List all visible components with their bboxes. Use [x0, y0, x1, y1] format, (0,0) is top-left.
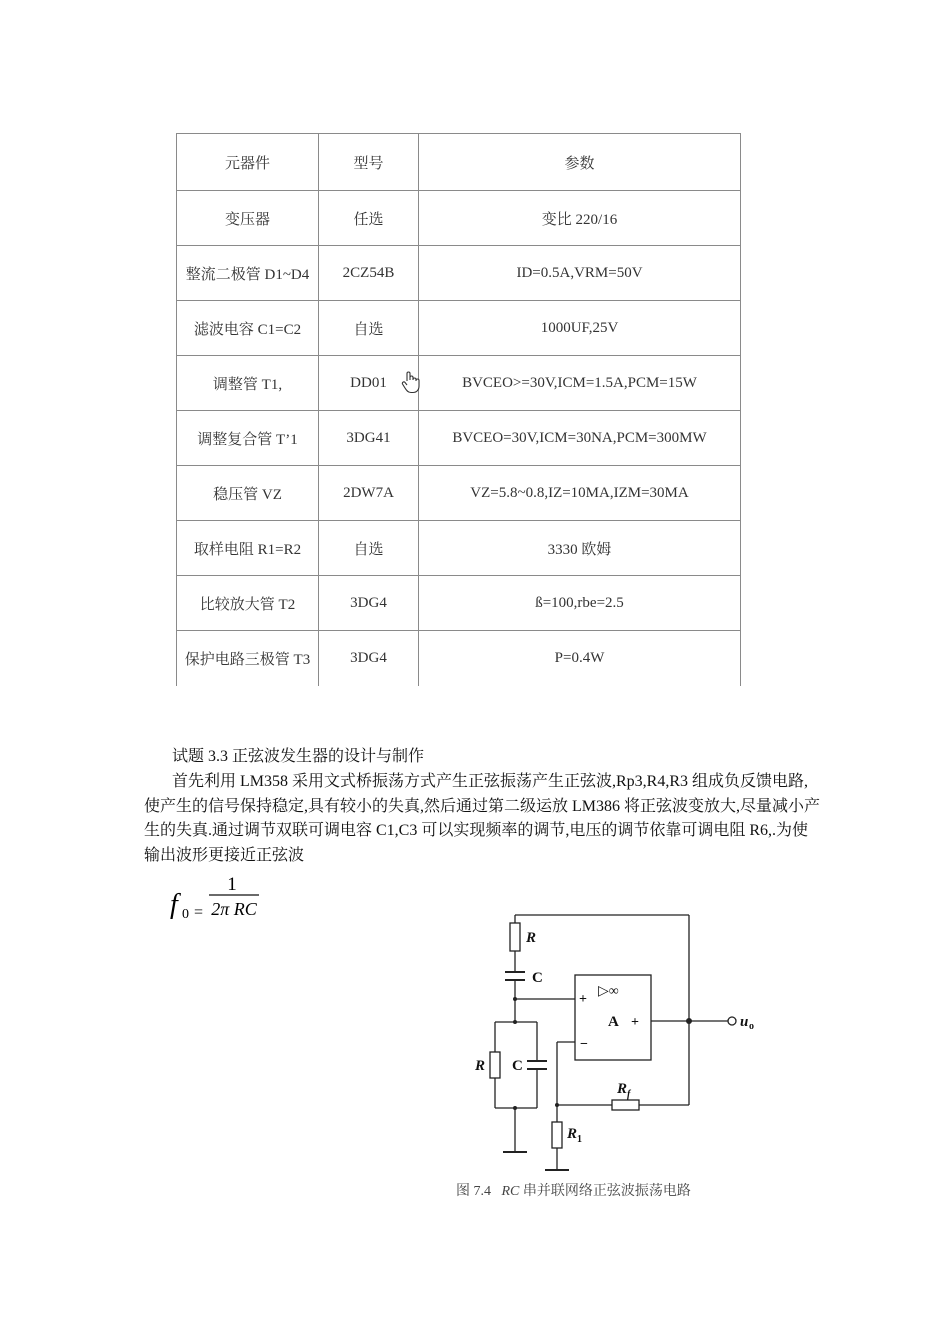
table-cell: 2DW7A [319, 466, 419, 521]
table-cell: P=0.4W [419, 631, 741, 686]
header-params: 参数 [419, 134, 741, 191]
label-r-top: R [526, 930, 537, 946]
table-cell: 变比 220/16 [419, 191, 741, 246]
table-cell: 调整复合管 T’1 [177, 411, 319, 466]
label-minus-input: − [580, 1037, 588, 1052]
table-cell: 3DG4 [319, 576, 419, 631]
caption-rc: RC [501, 1184, 520, 1199]
table-cell: 自选 [319, 521, 419, 576]
table-cell: BVCEO=30V,ICM=30NA,PCM=300MW [419, 411, 741, 466]
table-cell: 滤波电容 C1=C2 [177, 301, 319, 356]
table-cell: 取样电阻 R1=R2 [177, 521, 319, 576]
label-r1-sub: 1 [577, 1134, 582, 1145]
table-cell: 1000UF,25V [419, 301, 741, 356]
label-c-top: C [532, 970, 543, 986]
label-gain-a: A [608, 1014, 619, 1030]
table-row [177, 246, 741, 301]
caption-fig-number: 图 7.4 [456, 1184, 491, 1199]
component-table [176, 133, 741, 686]
hand-cursor-icon [400, 370, 422, 394]
frequency-formula [168, 874, 278, 924]
table-cell: 3DG41 [319, 411, 419, 466]
label-rf: R [617, 1081, 628, 1097]
table-cell: 3330 欧姆 [419, 521, 741, 576]
label-uo-sub: o [749, 1021, 754, 1032]
label-rf-sub: f [627, 1089, 631, 1100]
label-c-left: C [512, 1058, 523, 1074]
table-cell: 3DG4 [319, 631, 419, 686]
table-cell: 调整管 T1, [177, 356, 319, 411]
figure-caption [456, 1180, 691, 1200]
formula-numerator: 1 [227, 874, 237, 895]
table-cell: 整流二极管 D1~D4 [177, 246, 319, 301]
label-out-plus: + [631, 1015, 639, 1030]
table-row [177, 631, 741, 686]
table-cell: BVCEO>=30V,ICM=1.5A,PCM=15W [419, 356, 741, 411]
header-model: 型号 [319, 134, 419, 191]
formula-eq: = [194, 904, 204, 921]
table-cell: ß=100,rbe=2.5 [419, 576, 741, 631]
section-heading: 试题 3.3 正弦波发生器的设计与制作 [172, 748, 425, 765]
label-r-left: R [475, 1058, 486, 1074]
caption-text: 串并联网络正弦波振荡电路 [522, 1184, 691, 1199]
table-cell: 变压器 [177, 191, 319, 246]
label-opamp-symbol: ▷∞ [598, 984, 619, 999]
table-cell: 比较放大管 T2 [177, 576, 319, 631]
label-plus-input: + [579, 992, 587, 1007]
table-cell: VZ=5.8~0.8,IZ=10MA,IZM=30MA [419, 466, 741, 521]
table-cell: 自选 [319, 301, 419, 356]
table-cell: ID=0.5A,VRM=50V [419, 246, 741, 301]
table-cell: 任选 [319, 191, 419, 246]
table-cell: 稳压管 VZ [177, 466, 319, 521]
table-cell: 保护电路三极管 T3 [177, 631, 319, 686]
section-body: 首先利用 LM358 采用文式桥振荡方式产生正弦振荡产生正弦波,Rp3,R4,R3 组成负反馈电路,使产生的信号保持稳定,具有较小的失真,然后通过第二级运放 LM386 将正弦波变放大,尽量减小产生的失真.通过调节双联可调电容 C1,C3 可以实现频率的调节,电压的调节依靠可调电阻 R6,.为使输出波形更接近正弦波 [144, 773, 821, 864]
table-row [177, 356, 741, 411]
table-row [177, 521, 741, 576]
table-header-row [177, 134, 741, 191]
table-row [177, 576, 741, 631]
formula-sub: 0 [182, 907, 189, 922]
label-r1: R [567, 1126, 578, 1142]
table-cell: 2CZ54B [319, 246, 419, 301]
table-cell: DD01 [319, 356, 419, 411]
rc-oscillator-circuit [462, 905, 802, 1175]
table-row [177, 301, 741, 356]
formula-f: f [170, 889, 178, 920]
table-row [177, 411, 741, 466]
table-row [177, 191, 741, 246]
header-component: 元器件 [177, 134, 319, 191]
label-uo: u [740, 1014, 749, 1030]
formula-denominator: 2π RC [211, 899, 257, 919]
table-row [177, 466, 741, 521]
